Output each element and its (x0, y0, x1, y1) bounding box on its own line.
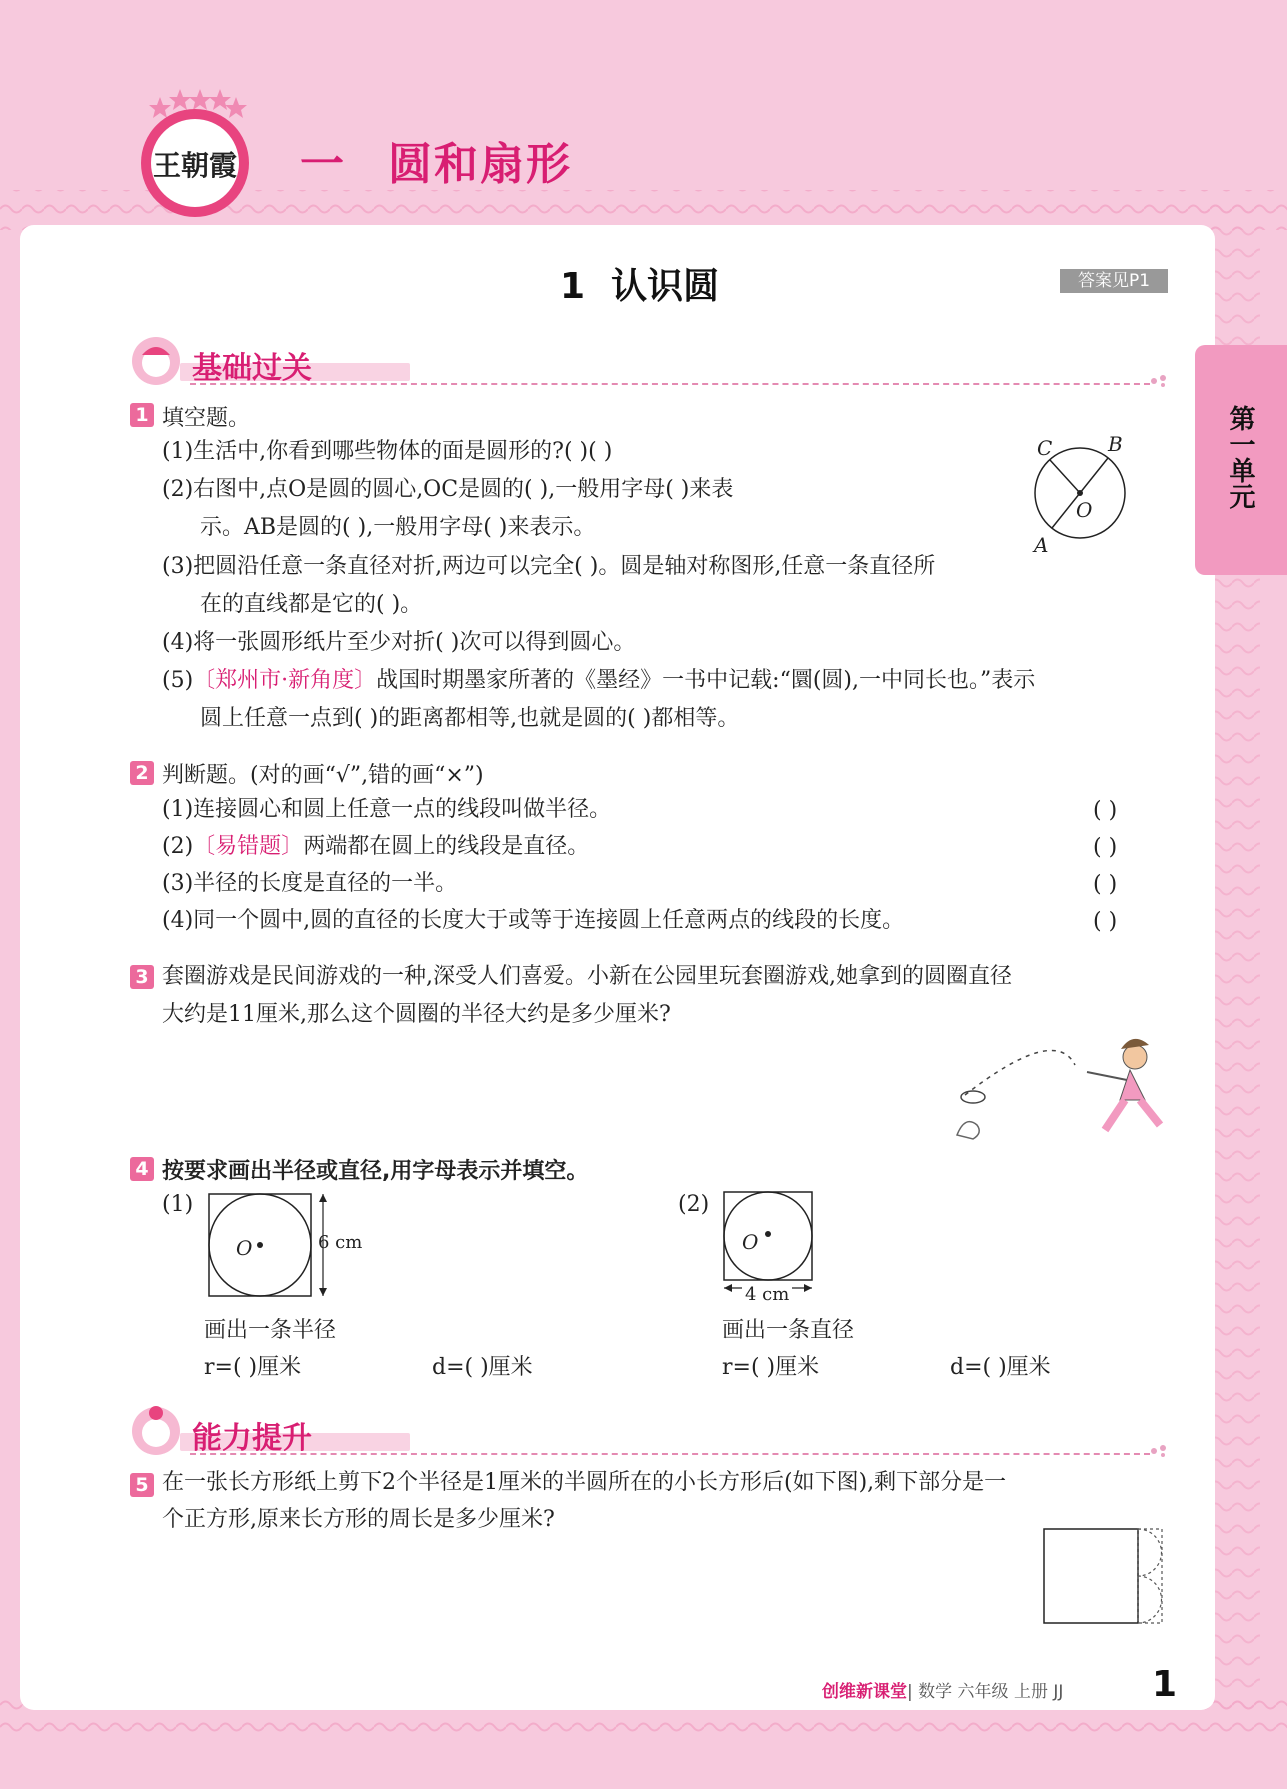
question-title: 按要求画出半径或直径,用字母表示并填空。 (162, 1159, 589, 1184)
decor-dots-icon (1150, 1443, 1172, 1457)
q1-line-5: 在的直线都是它的( )。 (200, 592, 423, 617)
radius-blank[interactable]: r=( )厘米 (722, 1355, 820, 1380)
answer-blank[interactable]: ( ) (1093, 835, 1118, 860)
mascot-icon (130, 335, 182, 387)
answer-blank[interactable]: ( ) (1093, 909, 1118, 934)
question-title: 填空题。 (162, 406, 251, 431)
diameter-blank[interactable]: d=( )厘米 (950, 1355, 1051, 1380)
section-header-advanced: 能力提升 (130, 1405, 1170, 1461)
judge-item: (3)半径的长度是直径的一半。 (162, 871, 458, 896)
q5-line-1: 在一张长方形纸上剪下2个半径是1厘米的半圆所在的小长方形后(如下图),剩下部分是一 (162, 1470, 1007, 1495)
q1-line-1: (1)生活中,你看到哪些物体的面是圆形的?( )( ) (162, 439, 613, 464)
unit-side-tab: 第一单元 (1195, 345, 1287, 575)
diameter-blank[interactable]: d=( )厘米 (432, 1355, 533, 1380)
footer-info: 创维新课堂| 数学 六年级 上册 JJ (822, 1682, 1064, 1702)
q1-line-4: (3)把圆沿任意一条直径对折,两边可以完全( )。圆是轴对称图形,任意一条直径所 (162, 554, 936, 579)
part-label: (1) (162, 1192, 194, 1217)
task-text: 画出一条半径 (204, 1318, 337, 1343)
page-number: 1 (1152, 1664, 1178, 1705)
judge-item: (1)连接圆心和圆上任意一点的线段叫做半径。 (162, 797, 612, 822)
logo-seal (135, 85, 255, 225)
question-title: 判断题。(对的画“√”,错的画“×”) (162, 763, 484, 788)
source-tag: 〔郑州市·新角度〕 (193, 668, 377, 693)
q1-line-7: (5)〔郑州市·新角度〕战国时期墨家所著的《墨经》一书中记载:“圜(圆),一中同长也。”表示 (162, 668, 1036, 693)
center-label: O (742, 1230, 759, 1254)
answer-blank[interactable]: ( ) (1093, 872, 1118, 897)
dimension-label: 6 cm (318, 1232, 363, 1253)
question-number: 1 (130, 403, 154, 427)
ring-toss-illustration (935, 1035, 1175, 1145)
square-circle-figure-1 (205, 1190, 335, 1300)
q5-line-2: 个正方形,原来长方形的周长是多少厘米? (162, 1507, 555, 1532)
mascot-icon (130, 1405, 182, 1457)
answer-blank[interactable]: ( ) (1093, 798, 1118, 823)
center-label: O (236, 1236, 253, 1260)
lesson-title: 1 认识圆 (560, 266, 720, 307)
label-o: O (1076, 498, 1093, 522)
label-c: C (1037, 436, 1053, 460)
q3-line-2: 大约是11厘米,那么这个圆圈的半径大约是多少厘米? (162, 1002, 671, 1027)
q3-line-1: 套圈游戏是民间游戏的一种,深受人们喜爱。小新在公园里玩套圈游戏,她拿到的圆圈直径 (162, 964, 1012, 989)
rectangle-cut-figure (1040, 1525, 1170, 1625)
q1-line-2: (2)右图中,点O是圆的圆心,OC是圆的( ),一般用字母( )来表 (162, 477, 734, 502)
q1-line-6: (4)将一张圆形纸片至少对折( )次可以得到圆心。 (162, 630, 636, 655)
question-number: 3 (130, 965, 154, 989)
judge-item: (2)〔易错题〕两端都在圆上的线段是直径。 (162, 834, 590, 859)
answer-reference-badge: 答案见P1 (1060, 269, 1168, 293)
q1-line-3: 示。AB是圆的( ),一般用字母( )来表示。 (200, 515, 596, 540)
question-number: 5 (130, 1473, 154, 1497)
label-a: A (1034, 533, 1049, 557)
part-label: (2) (678, 1192, 710, 1217)
section-header-basic: 基础过关 (130, 335, 1170, 391)
task-text: 画出一条直径 (722, 1318, 855, 1343)
q1-line-8: 圆上任意一点到( )的距离都相等,也就是圆的( )都相等。 (200, 706, 740, 731)
radius-blank[interactable]: r=( )厘米 (204, 1355, 302, 1380)
question-number: 4 (130, 1157, 154, 1181)
judge-item: (4)同一个圆中,圆的直径的长度大于或等于连接圆上任意两点的线段的长度。 (162, 908, 905, 933)
unit-title: 一 圆和扇形 (300, 139, 572, 190)
decor-dots-icon (1150, 373, 1172, 387)
source-tag: 〔易错题〕 (193, 834, 304, 859)
square-circle-figure-2 (720, 1188, 820, 1298)
logo-text: 王朝霞 (152, 149, 238, 182)
question-number: 2 (130, 761, 154, 785)
dimension-label: 4 cm (742, 1284, 792, 1305)
label-b: B (1108, 432, 1123, 456)
